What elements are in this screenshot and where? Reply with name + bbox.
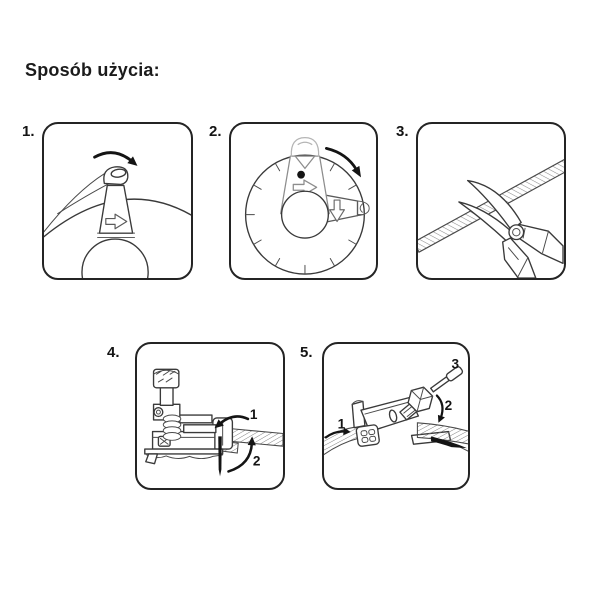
step-1-illustration <box>44 124 191 278</box>
step-5-annotation-3: 3 <box>451 356 460 372</box>
hub-circle <box>82 239 148 278</box>
insert-down-arrow-icon <box>218 436 222 476</box>
step-4-panel <box>135 342 285 490</box>
reel-graphic <box>246 138 370 274</box>
spring-coil <box>163 415 181 440</box>
knurled-knob <box>356 424 380 446</box>
hub-circle <box>282 191 329 238</box>
step-5-illustration <box>324 344 468 488</box>
step-5-annotation-2: 2 <box>444 398 453 414</box>
scissors-pivot <box>509 225 524 240</box>
step-4-number: 4. <box>107 344 120 361</box>
rotation-arrow-icon <box>95 153 138 166</box>
step-2-number: 2. <box>209 123 222 140</box>
step-4-annotation-2: 2 <box>252 453 261 469</box>
step-5-number: 5. <box>300 344 313 361</box>
step-5-annotation-1: 1 <box>337 416 346 432</box>
step-5-panel <box>322 342 470 490</box>
ghost-nozzle-outline <box>291 138 318 157</box>
base-plate <box>145 449 223 454</box>
screw-stem <box>160 388 173 406</box>
band-graphic <box>324 423 468 456</box>
step-1-number: 1. <box>22 123 35 140</box>
page-title: Sposób użycia: <box>25 60 160 80</box>
step-3-illustration <box>418 124 564 278</box>
step-2-panel <box>229 122 378 280</box>
step-2-illustration <box>231 124 376 278</box>
step-1-panel <box>42 122 193 280</box>
step-3-panel <box>416 122 566 280</box>
step-4-annotation-1: 1 <box>249 406 258 422</box>
step-4-illustration <box>137 344 283 488</box>
alignment-dot <box>297 171 305 179</box>
step-3-number: 3. <box>396 123 409 140</box>
rotation-arrow-icon <box>326 148 361 177</box>
bracket-arm <box>180 415 212 423</box>
reel-closeup-graphic <box>44 153 191 278</box>
